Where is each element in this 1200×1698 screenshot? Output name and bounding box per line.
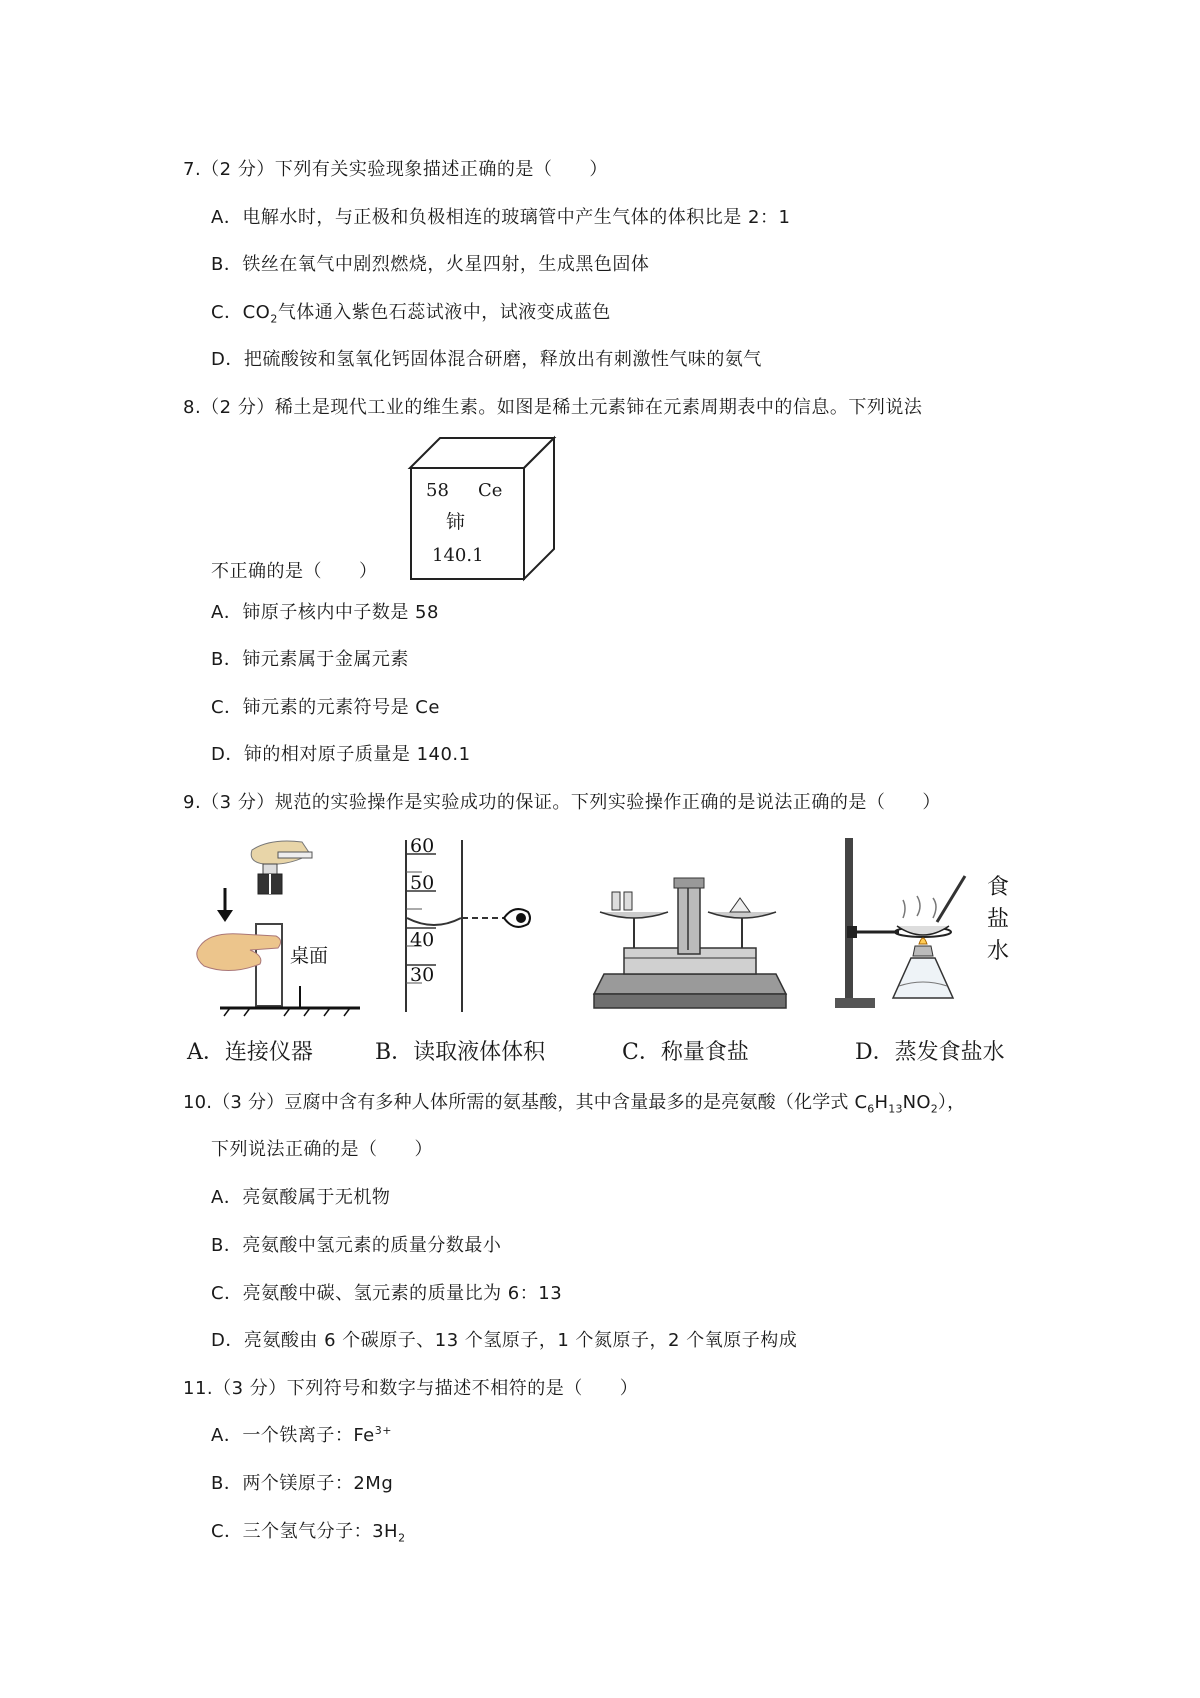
q8-stem: 8.（2 分）稀土是现代工业的维生素。如图是稀土元素铈在元素周期表中的信息。下列说法 xyxy=(183,397,923,418)
q11-option-b[interactable]: B．两个镁原子：2Mg xyxy=(211,1473,394,1494)
q10-stem-post: ）， xyxy=(937,1092,966,1113)
q7-option-a[interactable]: A．电解水时，与正极和负极相连的玻璃管中产生气体的体积比是 2：1 xyxy=(211,207,791,228)
q8-stem-continued: 不正确的是（ ） xyxy=(211,561,378,582)
element-cell-figure xyxy=(410,436,560,581)
q11-option-a-pre: A．一个铁离子：Fe xyxy=(211,1425,375,1446)
formula-h: H xyxy=(874,1092,889,1113)
figure-c-label: C．称量食盐 xyxy=(622,1040,749,1065)
figure-b-read-volume xyxy=(400,836,550,1016)
q10-stem xyxy=(183,1092,965,1114)
element-symbol: Ce xyxy=(478,480,503,501)
figure-d-annotation-char-2: 盐 xyxy=(987,907,1010,932)
q10-stem-pre: 10.（3 分）豆腐中含有多种人体所需的氨基酸，其中含量最多的是亮氨酸（化学式 C xyxy=(183,1092,868,1113)
q11-option-c-pre: C．三个氢气分子：3H xyxy=(211,1521,399,1542)
figure-a-connect-apparatus xyxy=(190,836,360,1016)
q7-option-c-post: 气体通入紫色石蕊试液中，试液变成蓝色 xyxy=(277,302,611,323)
figure-a-label: A．连接仪器 xyxy=(187,1040,313,1065)
figure-b-label: B．读取液体体积 xyxy=(375,1040,546,1065)
figure-d-annotation-char-1: 食 xyxy=(987,875,1010,900)
figure-c-weigh-salt xyxy=(590,870,790,1020)
formula-sub-2: 2 xyxy=(930,1102,938,1116)
q10-stem-continued: 下列说法正确的是（ ） xyxy=(211,1139,433,1160)
figure-d-label: D．蒸发食盐水 xyxy=(855,1040,1005,1065)
q11-option-a[interactable] xyxy=(211,1425,392,1447)
q8-option-b[interactable]: B．铈元素属于金属元素 xyxy=(211,649,409,670)
q7-stem: 7.（2 分）下列有关实验现象描述正确的是（ ） xyxy=(183,159,608,180)
q7-option-d[interactable]: D．把硫酸铵和氢氧化钙固体混合研磨，释放出有刺激性气味的氨气 xyxy=(211,349,762,370)
q11-option-a-sup: 3+ xyxy=(374,1424,392,1437)
q7-option-b[interactable]: B．铁丝在氧气中剧烈燃烧，火星四射，生成黑色固体 xyxy=(211,254,650,275)
q11-option-c-sub: 2 xyxy=(398,1531,406,1545)
q10-option-c[interactable]: C．亮氨酸中碳、氢元素的质量比为 6：13 xyxy=(211,1283,563,1304)
formula-sub-13: 13 xyxy=(888,1102,903,1116)
figure-d-evaporate-salt-water xyxy=(835,836,1035,1016)
q7-option-c-pre: C．CO xyxy=(211,302,271,323)
element-atomic-mass: 140.1 xyxy=(432,545,484,566)
figure-d-annotation-char-3: 水 xyxy=(987,939,1010,964)
q11-stem: 11.（3 分）下列符号和数字与描述不相符的是（ ） xyxy=(183,1378,639,1399)
tick-label-40: 40 xyxy=(410,929,435,951)
q9-stem: 9.（3 分）规范的实验操作是实验成功的保证。下列实验操作正确的是说法正确的是（ ） xyxy=(183,792,941,813)
element-name: 铈 xyxy=(446,511,466,533)
q10-option-a[interactable]: A．亮氨酸属于无机物 xyxy=(211,1187,391,1208)
formula-no: NO xyxy=(902,1092,931,1113)
tick-label-50: 50 xyxy=(410,872,435,894)
q10-option-d[interactable]: D．亮氨酸由 6 个碳原子、13 个氢原子，1 个氮原子，2 个氧原子构成 xyxy=(211,1330,798,1351)
tick-label-30: 30 xyxy=(410,964,435,986)
q10-option-b[interactable]: B．亮氨酸中氢元素的质量分数最小 xyxy=(211,1235,502,1256)
formula-sub-6: 6 xyxy=(867,1102,875,1116)
q8-option-a[interactable]: A．铈原子核内中子数是 58 xyxy=(211,602,439,623)
q11-option-c[interactable] xyxy=(211,1521,406,1543)
q7-option-c-sub: 2 xyxy=(270,312,278,326)
tick-label-60: 60 xyxy=(410,835,435,857)
q8-option-c[interactable]: C．铈元素的元素符号是 Ce xyxy=(211,697,440,718)
eye-icon xyxy=(504,909,530,927)
figure-a-desk-label: 桌面 xyxy=(290,945,329,967)
element-atomic-number: 58 xyxy=(426,480,449,501)
q7-option-c[interactable] xyxy=(211,302,611,324)
q8-option-d[interactable]: D．铈的相对原子质量是 140.1 xyxy=(211,744,471,765)
